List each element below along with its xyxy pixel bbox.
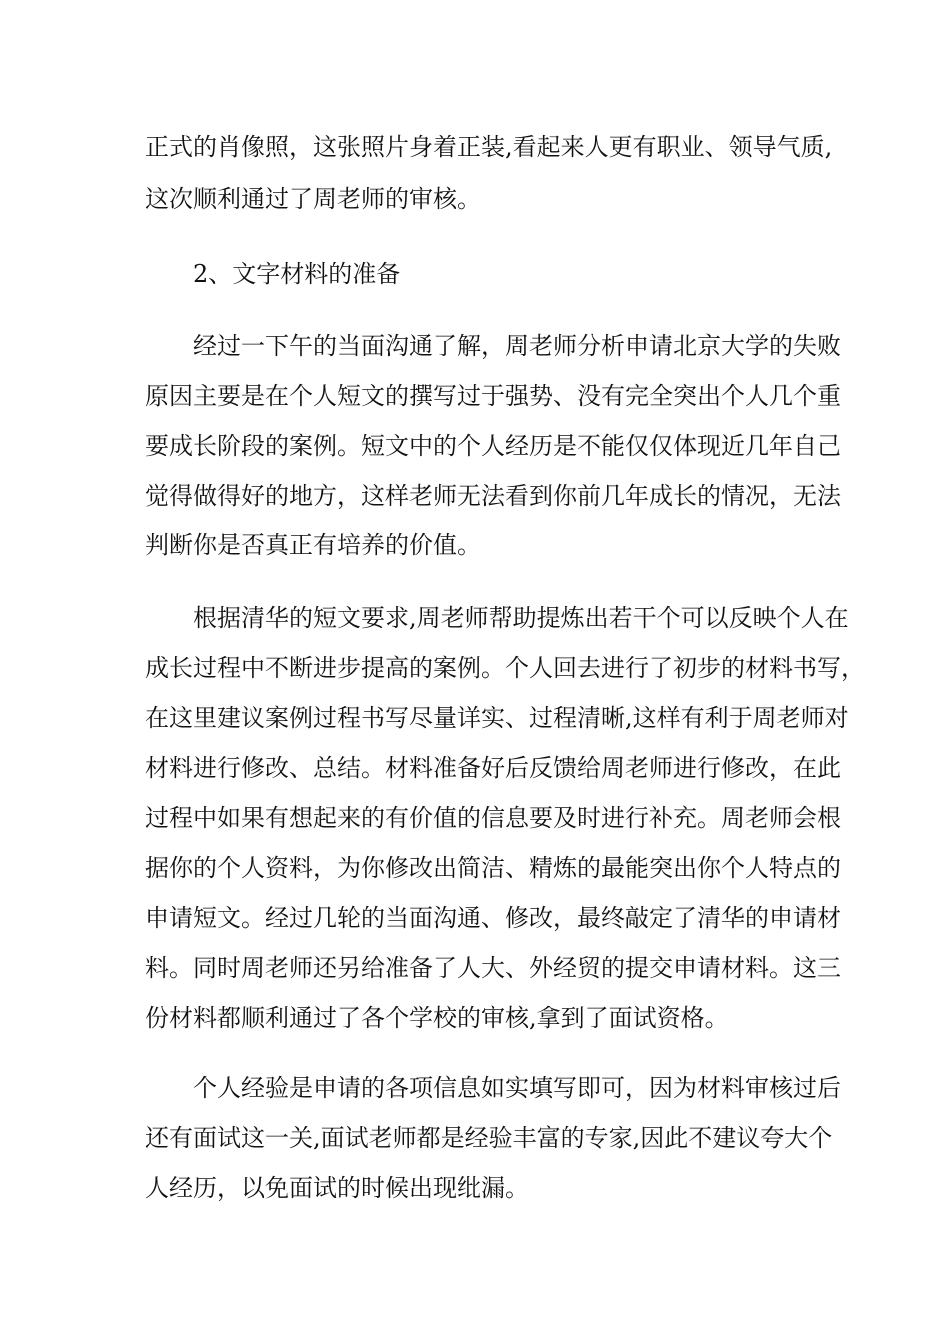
text-line: 申请短文。经过几轮的当面沟通、修改，最终敲定了清华的申请材 <box>145 904 841 932</box>
text-line: 料。同时周老师还另给准备了人大、外经贸的提交申请材料。这三 <box>145 954 841 982</box>
text-line: 根据清华的短文要求,周老师帮助提炼出若干个可以反映个人在 <box>193 604 849 632</box>
text-line: 份材料都顺利通过了各个学校的审核,拿到了面试资格。 <box>145 1004 729 1032</box>
text-line: 正式的肖像照，这张照片身着正装,看起来人更有职业、领导气质, <box>145 133 833 161</box>
text-line: 过程中如果有想起来的有价值的信息要及时进行补充。周老师会根 <box>145 804 841 832</box>
text-line: 经过一下午的当面沟通了解，周老师分析申请北京大学的失败 <box>193 332 841 360</box>
text-line: 判断你是否真正有培养的价值。 <box>145 531 481 559</box>
text-line: 人经历，以免面试的时候出现纰漏。 <box>145 1174 529 1202</box>
text-line: 在这里建议案例过程书写尽量详实、过程清晰,这样有利于周老师对 <box>145 704 849 732</box>
text-line: 这次顺利通过了周老师的审核。 <box>145 185 481 213</box>
text-line: 材料进行修改、总结。材料准备好后反馈给周老师进行修改，在此 <box>145 754 841 782</box>
text-line: 觉得做得好的地方，这样老师无法看到你前几年成长的情况，无法 <box>145 482 841 510</box>
section-heading: 2、文字材料的准备 <box>193 260 401 288</box>
text-line: 成长过程中不断进步提高的案例。个人回去进行了初步的材料书写， <box>145 654 865 682</box>
text-line: 个人经验是申请的各项信息如实填写即可，因为材料审核过后 <box>193 1074 841 1102</box>
text-line: 原因主要是在个人短文的撰写过于强势、没有完全突出个人几个重 <box>145 382 841 410</box>
text-line: 据你的个人资料，为你修改出简洁、精炼的最能突出你个人特点的 <box>145 854 841 882</box>
text-line: 要成长阶段的案例。短文中的个人经历是不能仅仅体现近几年自己 <box>145 432 841 460</box>
text-line: 还有面试这一关,面试老师都是经验丰富的专家,因此不建议夸大个 <box>145 1124 833 1152</box>
